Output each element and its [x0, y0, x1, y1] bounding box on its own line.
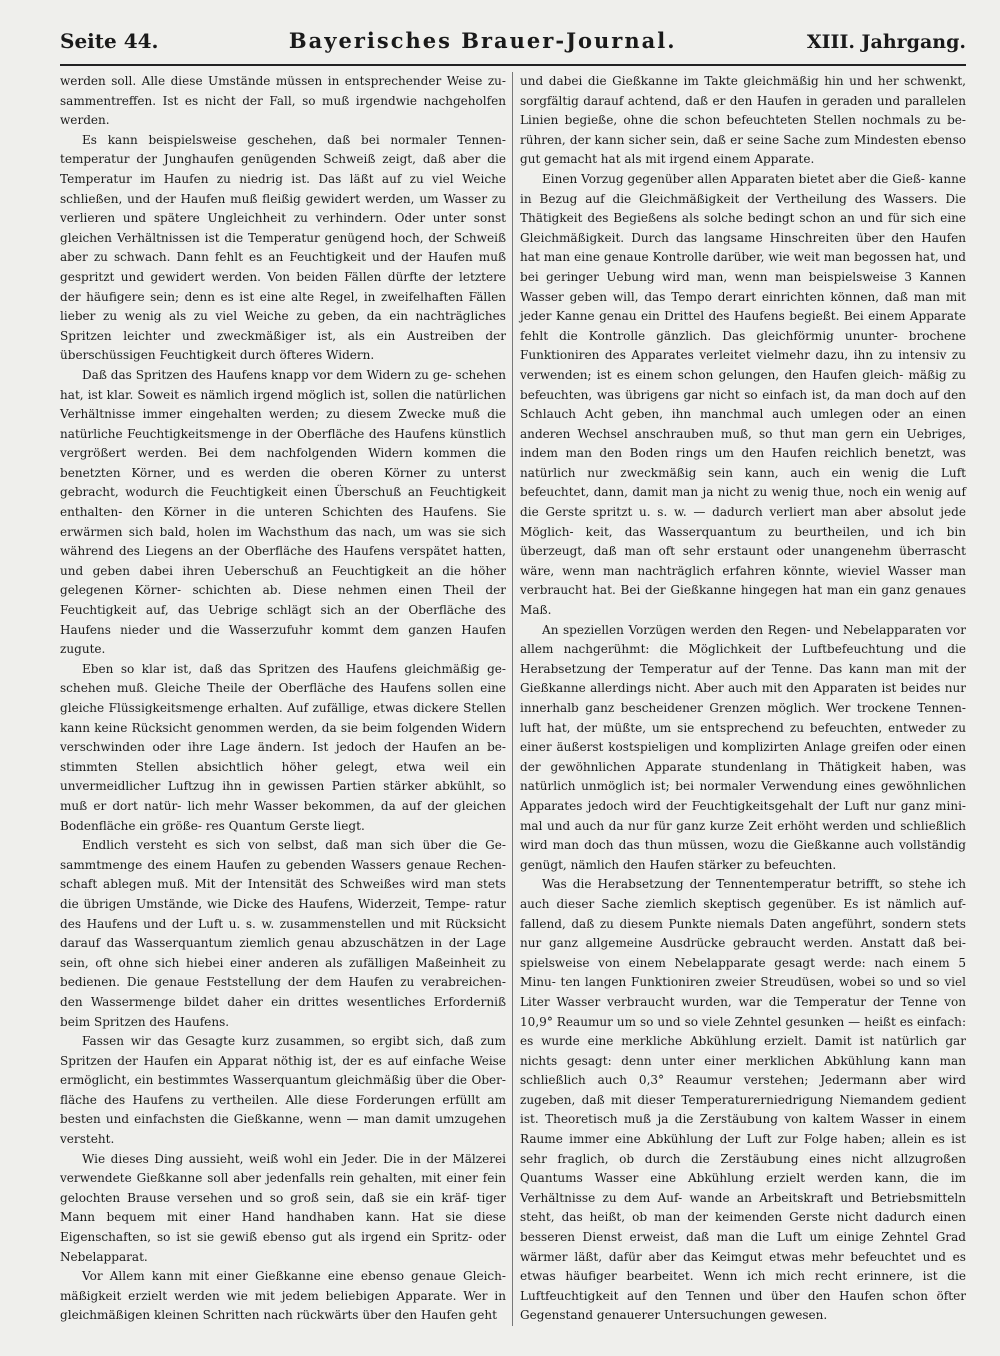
- page-number: Seite 44.: [60, 29, 159, 53]
- paragraph: Vor Allem kann mit einer Gießkanne eine ebenso genaue Gleich- mäßigkeit erzielt werden wie mit jedem beliebigen Apparate. Wer in gleichmäßigen kleinen Schritten nach rückwärts über den Haufen geht: [60, 1269, 506, 1323]
- paragraph: Einen Vorzug gegenüber allen Apparaten bietet aber die Gieß- kanne in Bezug auf die Gleichmäßigkeit der Vertheilung des Wassers. Die Thätigkeit des Begießens als solche bedingt schon an und für sich eine Gleichmäßigkeit. Durch das langsame Hinschreiten über den Haufen hat man eine genaue Kontrolle darüber, wie weit man begossen hat, und bei geringer Uebung wird man, wenn man beispielsweise 3 Kannen Wasser geben will, das Tempo derart einrichten können, daß man mit jeder Kanne genau ein Drittel des Haufens begießt. Bei einem Apparate fehlt die Kontrolle gänzlich. Das gleichförmig ununter- brochene Funktioniren des Apparates verleitet vielmehr dazu, ihn zu intensiv zu verwenden; ist es einem schon gelungen, den Haufen gleich- mäßig zu befeuchten, was übrigens gar nicht so einfach ist, da man doch auf den Schlauch Acht geben, ihn manchmal auch umlegen oder an einen anderen Wechsel anschrauben muß, so thut man gern ein Uebriges, indem man den Boden rings um den Haufen reichlich benetzt, was natürlich nur zweckmäßig sein kann, auch ein wenig die Luft befeuchtet, dann, damit man ja nicht zu wenig thue, noch ein wenig auf die Gerste spritzt u. s. w. — dadurch verliert man aber absolut jede Möglich- keit, das Wasserquantum zu beurtheilen, und ich bin überzeugt, daß man oft sehr erstaunt oder unangenehm überrascht wäre, wenn man nachträglich erfahren könnte, wieviel Wasser man verbraucht hat. Bei der Gießkanne hingegen hat man ein ganz genaues Maß.: [520, 171, 966, 618]
- paragraph: werden soll. Alle diese Umstände müssen in entsprechender Weise zu- sammentreffen. Ist es nicht der Fall, so muß irgendwie nachgeholfen werden.: [60, 74, 506, 128]
- paragraph: Endlich versteht es sich von selbst, daß man sich über die Ge- sammtmenge des einem Haufen zu gebenden Wassers genaue Rechen- schaft ablegen muß. Mit der Intensität des Schweißes wird man stets die übrigen Umstände, wie Dicke des Haufens, Widerzeit, Tempe- ratur des Haufens und der Luft u. s. w. zusammenstellen und mit Rücksicht darauf das Wasserquantum ziemlich genau abzuschätzen in der Lage sein, oft ohne sich hiebei einer anderen als zufälligen Maßeinheit zu bedienen. Die genaue Feststellung der dem Haufen zu verabreichen- den Wassermenge bildet daher ein drittes wesentliches Erforderniß beim Spritzen des Haufens.: [60, 838, 506, 1029]
- paragraph: An speziellen Vorzügen werden den Regen- und Nebelapparaten vor allem nachgerühmt: die Möglichkeit der Luftbefeuchtung und die Herabsetzung der Temperatur auf der Tenne. Das kann man mit der Gießkanne allerdings nicht. Aber auch mit den Apparaten ist beides nur innerhalb ganz bescheidener Grenzen möglich. Wer trockene Tennen- luft hat, der müßte, um sie entsprechend zu befeuchten, entweder zu einer äußerst kostspieligen und komplizirten Anlage greifen oder einen der gewöhnlichen Apparate stundenlang in Thätigkeit haben, was natürlich unmöglich ist; bei normaler Verwendung eines gewöhnlichen Apparates jedoch wird der Feuchtigkeitsgehalt der Luft nur ganz mini- mal und auch da nur für ganz kurze Zeit erhöht werden und schließlich wird man doch das thun müssen, wozu die Gießkanne auch vollständig genügt, nämlich den Haufen stärker zu befeuchten.: [520, 622, 966, 872]
- paragraph: Daß das Spritzen des Haufens knapp vor dem Widern zu ge- schehen hat, ist klar. Soweit es nämlich irgend möglich ist, sollen die natürlichen Verhältnisse immer eingehalten werden; zu diesem Zwecke muß die natürliche Feuchtigkeitsmenge in der Oberfläche des Haufens künstlich vergrößert werden. Bei dem nachfolgenden Widern kommen die benetzten Körner, und es werden die oberen Körner zu unterst gebracht, wodurch die Feuchtigkeit einen Überschuß an Feuchtigkeit enthalten- den Körner in die unteren Schichten des Haufens. Sie erwärmen sich bald, holen im Wachsthum das nach, um was sie sich während des Liegens an der Oberfläche des Haufens verspätet hatten, und geben dabei ihren Ueberschuß an Feuchtigkeit an die höher gelegenen Körner- schichten ab. Diese nehmen einen Theil der Feuchtigkeit auf, das Uebrige schlägt sich an der Oberfläche des Haufens nieder und die Wasserzufuhr kommt dem ganzen Haufen zugute.: [60, 367, 506, 657]
- text-columns: [60, 72, 966, 1326]
- paragraph: und dabei die Gießkanne im Takte gleichmäßig hin und her schwenkt, sorgfältig darauf achtend, daß er den Haufen in geraden und parallelen Linien begieße, ohne die schon befeuchteten Stellen nochmals zu be- rühren, der kann sicher sein, daß er seine Sache zum Mindesten ebenso gut gemacht hat als mit irgend einem Apparate.: [520, 74, 966, 167]
- volume-label: XIII. Jahrgang.: [806, 31, 966, 53]
- paragraph: Eben so klar ist, daß das Spritzen des Haufens gleichmäßig ge- schehen muß. Gleiche Theile der Oberfläche des Haufens sollen eine gleiche Flüssigkeitsmenge erhalten. Auf zufällige, etwas dickere Stellen kann keine Rücksicht genommen werden, da sie beim folgenden Widern verschwinden oder ihre Lage ändern. Ist jedoch der Haufen an be- stimmten Stellen absichtlich höher gelegt, etwa weil ein unvermeidlicher Luftzug ihn in gewissen Partien stärker abkühlt, so muß er dort natür- lich mehr Wasser bekommen, da auf der gleichen Bodenfläche ein größe- res Quantum Gerste liegt.: [60, 661, 506, 833]
- paragraph: Fassen wir das Gesagte kurz zusammen, so ergibt sich, daß zum Spritzen der Haufen ein Apparat nöthig ist, der es auf einfache Weise ermöglicht, ein bestimmtes Wasserquantum gleichmäßig über die Ober- fläche des Haufens zu vertheilen. Alle diese Forderungen erfüllt am besten und einfachsten die Gießkanne, wenn — man damit umzugehen versteht.: [60, 1034, 506, 1147]
- journal-title: Bayerisches Brauer-Journal.: [288, 28, 677, 53]
- paragraph: Was die Herabsetzung der Tennentemperatur betrifft, so stehe ich auch dieser Sache ziemlich skeptisch gegenüber. Es ist nämlich auf- fallend, daß zu diesem Punkte niemals Daten angeführt, sondern stets nur ganz allgemeine Ausdrücke gebraucht werden. Anstatt daß bei- spielsweise von einem Nebelapparate gesagt werde: nach einem 5 Minu- ten langen Funktioniren zweier Streudüsen, wobei so und so viel Liter Wasser verbraucht wurden, war die Temperatur der Tenne von 10,9° Reaumur um so und so viele Zehntel gesunken — heißt es einfach: es wurde eine merkliche Abkühlung erzielt. Damit ist natürlich gar nichts gesagt: denn unter einer merklichen Abkühlung kann man schließlich auch 0,3° Reaumur verstehen; Jedermann aber wird zugeben, daß mit dieser Temperaturerniedrigung Niemandem gedient ist. Theoretisch muß ja die Zerstäubung von kaltem Wasser in einem Raume immer eine Abkühlung der Luft zur Folge haben; allein es ist sehr fraglich, ob durch die Zerstäubung eines nicht allzugroßen Quantums Wasser eine Abkühlung erzielt werden kann, die im Verhältnisse zu dem Auf- wande an Arbeitskraft und Betriebsmitteln steht, das heißt, ob man der keimenden Gerste nicht dadurch einen besseren Dienst erweist, daß man die Luft um einige Zehntel Grad wärmer läßt, dafür aber das Keimgut etwas mehr befeuchtet und es etwas häufiger bearbeitet. Wenn ich mich recht erinnere, ist die Luftfeuchtigkeit auf den Tennen und über den Haufen schon öfter Gegenstand genauerer Untersuchungen gewesen.: [520, 877, 966, 1323]
- column-divider: [512, 72, 513, 1326]
- right-column: [520, 72, 966, 1326]
- page-header: [60, 28, 966, 66]
- left-column: [60, 72, 506, 1326]
- paragraph: Es kann beispielsweise geschehen, daß bei normaler Tennen- temperatur der Junghaufen genügenden Schweiß zeigt, daß aber die Temperatur im Haufen zu niedrig ist. Das läßt auf zu viel Weiche schließen, und der Haufen muß fleißig gewidert werden, um Wasser zu verlieren und spätere Ungleichheit zu verhindern. Oder unter sonst gleichen Verhältnissen ist die Temperatur genügend hoch, der Schweiß aber zu schwach. Dann fehlt es an Feuchtigkeit und der Haufen muß gespritzt und gewidert werden. Von beiden Fällen dürfte der letztere der häufigere sein; denn es ist eine alte Regel, in zweifelhaften Fällen lieber zu wenig als zu viel Weiche zu geben, da ein nachträgliches Spritzen leichter und zweckmäßiger ist, als ein Austreiben der überschüssigen Feuchtigkeit durch öfteres Widern.: [60, 132, 506, 363]
- paragraph: Wie dieses Ding aussieht, weiß wohl ein Jeder. Die in der Mälzerei verwendete Gießkanne soll aber jedenfalls rein gehalten, mit einer fein gelochten Brause versehen und so groß sein, daß sie ein kräf- tiger Mann bequem mit einer Hand handhaben kann. Hat sie diese Eigenschaften, so ist sie gewiß ebenso gut als irgend ein Spritz- oder Nebelapparat.: [60, 1151, 506, 1264]
